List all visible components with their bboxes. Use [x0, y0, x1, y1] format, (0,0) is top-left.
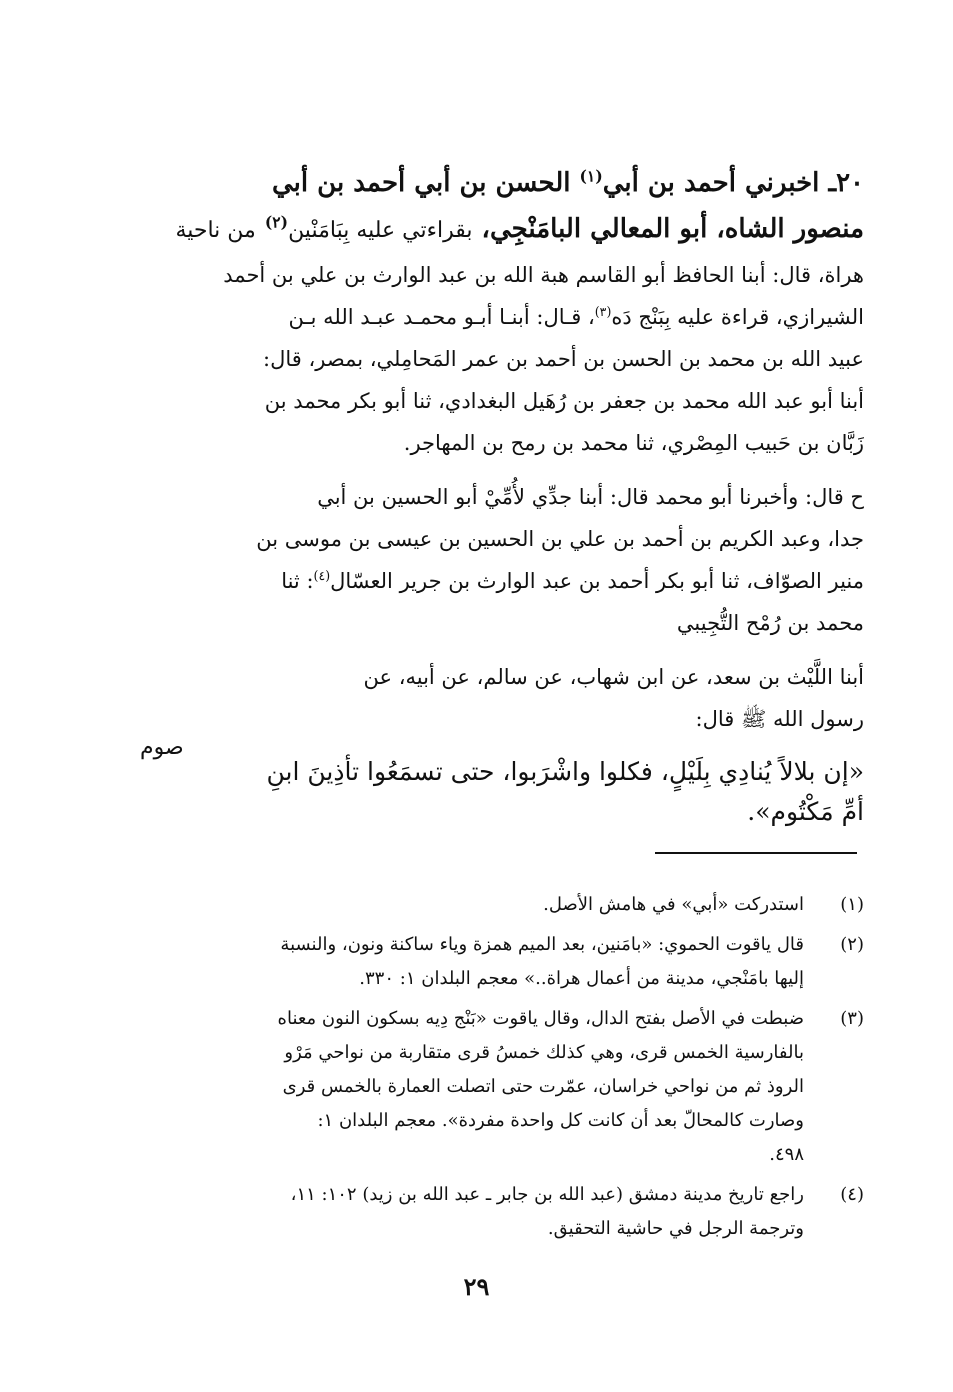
- isnad-line: [244, 296, 864, 338]
- isnad-line: زَبَّان بن حَبيب المِصْري، ثنا محمد بن رمح بن المهاجر.: [403, 431, 864, 455]
- isnad-line-part: : ثنا: [281, 569, 314, 593]
- footnote-number: (١): [840, 894, 864, 915]
- footnote-line: ٤٩٨.: [769, 1144, 804, 1165]
- footnote-line: وصارت كالمحالّ بعد أن كانت كل واحدة مفردة». معجم البلدان ١:: [317, 1110, 804, 1131]
- isnad-line: أبنا اللَّيْث بن سعد، عن ابن شهاب، عن سالم، عن أبيه، عن: [363, 665, 864, 689]
- footnote-text: [244, 1178, 804, 1246]
- footnote-number: (٣): [840, 1008, 864, 1029]
- isnad-line: عبيد الله بن محمد بن الحسن بن أحمد بن عمر المَحامِلي، بمصر، قال:: [263, 347, 864, 371]
- heading-line-2-end: من ناحية: [175, 218, 256, 243]
- hadith-heading: [175, 160, 864, 254]
- page-number: ٢٩: [463, 1272, 490, 1301]
- footnote-marker-1: (١): [579, 166, 603, 186]
- footnote-marker-3: (٣): [594, 304, 612, 319]
- isnad-line: ح قال: وأخبرنا أبو محمد قال: أبنا جدِّي لأُمِّيْ أبو الحسين بن أبي: [317, 485, 864, 509]
- footnote-line: راجع تاريخ مدينة دمشق (عبد الله بن جابر ـ عبد الله بن زيد) ١٠٢: ١١،: [290, 1184, 804, 1205]
- footnote-line: إليها بامَنْجي، مدينة من أعمال هراة..» معجم البلدان ١: ٣٣٠.: [359, 968, 804, 989]
- footnote: [244, 1178, 864, 1246]
- isnad-line-part: منير الصوّاف، ثنا أبو بكر أحمد بن عبد الوارث بن جرير العسّال: [330, 569, 864, 593]
- isnad-paragraph-2: [244, 476, 864, 644]
- isnad-paragraph-1: [223, 254, 864, 464]
- heading-line-1-b: الحسن بن أبي أحمد بن أبي: [272, 168, 571, 198]
- heading-line-1-a: ٢٠ـ اخبرني أحمد بن أبي: [602, 168, 864, 198]
- heading-line-2: [175, 206, 864, 254]
- footnote-line: بالفارسية الخمس قرى، وهي كذلك خمسُ قرى متقاربة من نواحي مَرْو: [284, 1042, 804, 1063]
- footnote-text: [244, 928, 804, 996]
- footnote: [244, 1002, 864, 1172]
- footnotes: [244, 888, 864, 1252]
- footnote: [244, 928, 864, 996]
- heading-line-2-rest: بقراءتي عليه بِبَامَنْين: [288, 218, 473, 243]
- isnad-line: هراة، قال: أبنا الحافظ أبو القاسم هبة الله بن عبد الوارث بن علي بن أحمد: [223, 263, 864, 287]
- matn-line: «إن بلالاً يُنادِي بِلَيْلٍ، فكلوا واشْرَبوا، حتى تسمَعُوا تأذِينَ ابنِ: [266, 757, 864, 786]
- footnote-line: وترجمة الرجل في حاشية التحقيق.: [547, 1218, 804, 1239]
- footnote-line: الروذ ثم من نواحي خراسان، عمّرت حتى اتصلت العمارة بالخمس قرى: [282, 1076, 804, 1097]
- heading-line-1: [244, 160, 864, 206]
- isnad-line: أبنا أبو عبد الله محمد بن جعفر بن رُهَيل البغدادي، ثنا أبو بكر محمد بن: [264, 389, 864, 413]
- footnote-number: (٢): [840, 934, 864, 955]
- footnote: [244, 888, 864, 922]
- footnote-number: (٤): [840, 1184, 864, 1205]
- footnote-marker-4: (٤): [313, 568, 331, 583]
- heading-line-2-bold: منصور الشاه، أبو المعالي البامَنْجِي،: [481, 214, 864, 244]
- footnote-text: [244, 888, 804, 922]
- isnad-line-part: الشيرازي، قراءة عليه بِبَنْج دَه: [611, 305, 864, 329]
- footnote-divider: [655, 852, 857, 854]
- footnote-line: قال ياقوت الحموي: «بامَنين، بعد الميم همزة وياء ساكنة ونون، والنسبة: [280, 934, 804, 955]
- isnad-line: [244, 560, 864, 602]
- isnad-line: جدا، وعبد الكريم بن أحمد بن علي بن الحسين بن عيسى بن موسى بن: [256, 527, 864, 551]
- margin-note: صوم: [140, 735, 184, 760]
- matn-line: أمِّ مَكْتُوم».: [747, 797, 864, 826]
- main-text-block: [175, 160, 864, 832]
- footnote-marker-2: (٢): [264, 212, 289, 232]
- isnad-line: رسول الله ﷺ قال:: [695, 707, 864, 731]
- footnote-line: ضبطت في الأصل بفتح الدال، وقال ياقوت «بَنْج دِيه بسكون النون معناه: [277, 1008, 804, 1029]
- footnote-text: [244, 1002, 804, 1172]
- hadith-matn: [244, 752, 864, 832]
- isnad-paragraph-3: [244, 656, 864, 740]
- footnote-line: استدركت «أبي» في هامش الأصل.: [543, 894, 804, 915]
- isnad-line-part: ، قـال: أبنـا أبـو محمـد عبـد الله بـن: [288, 305, 595, 329]
- isnad-line: محمد بن رُمْح التُّجِيبي: [676, 611, 864, 635]
